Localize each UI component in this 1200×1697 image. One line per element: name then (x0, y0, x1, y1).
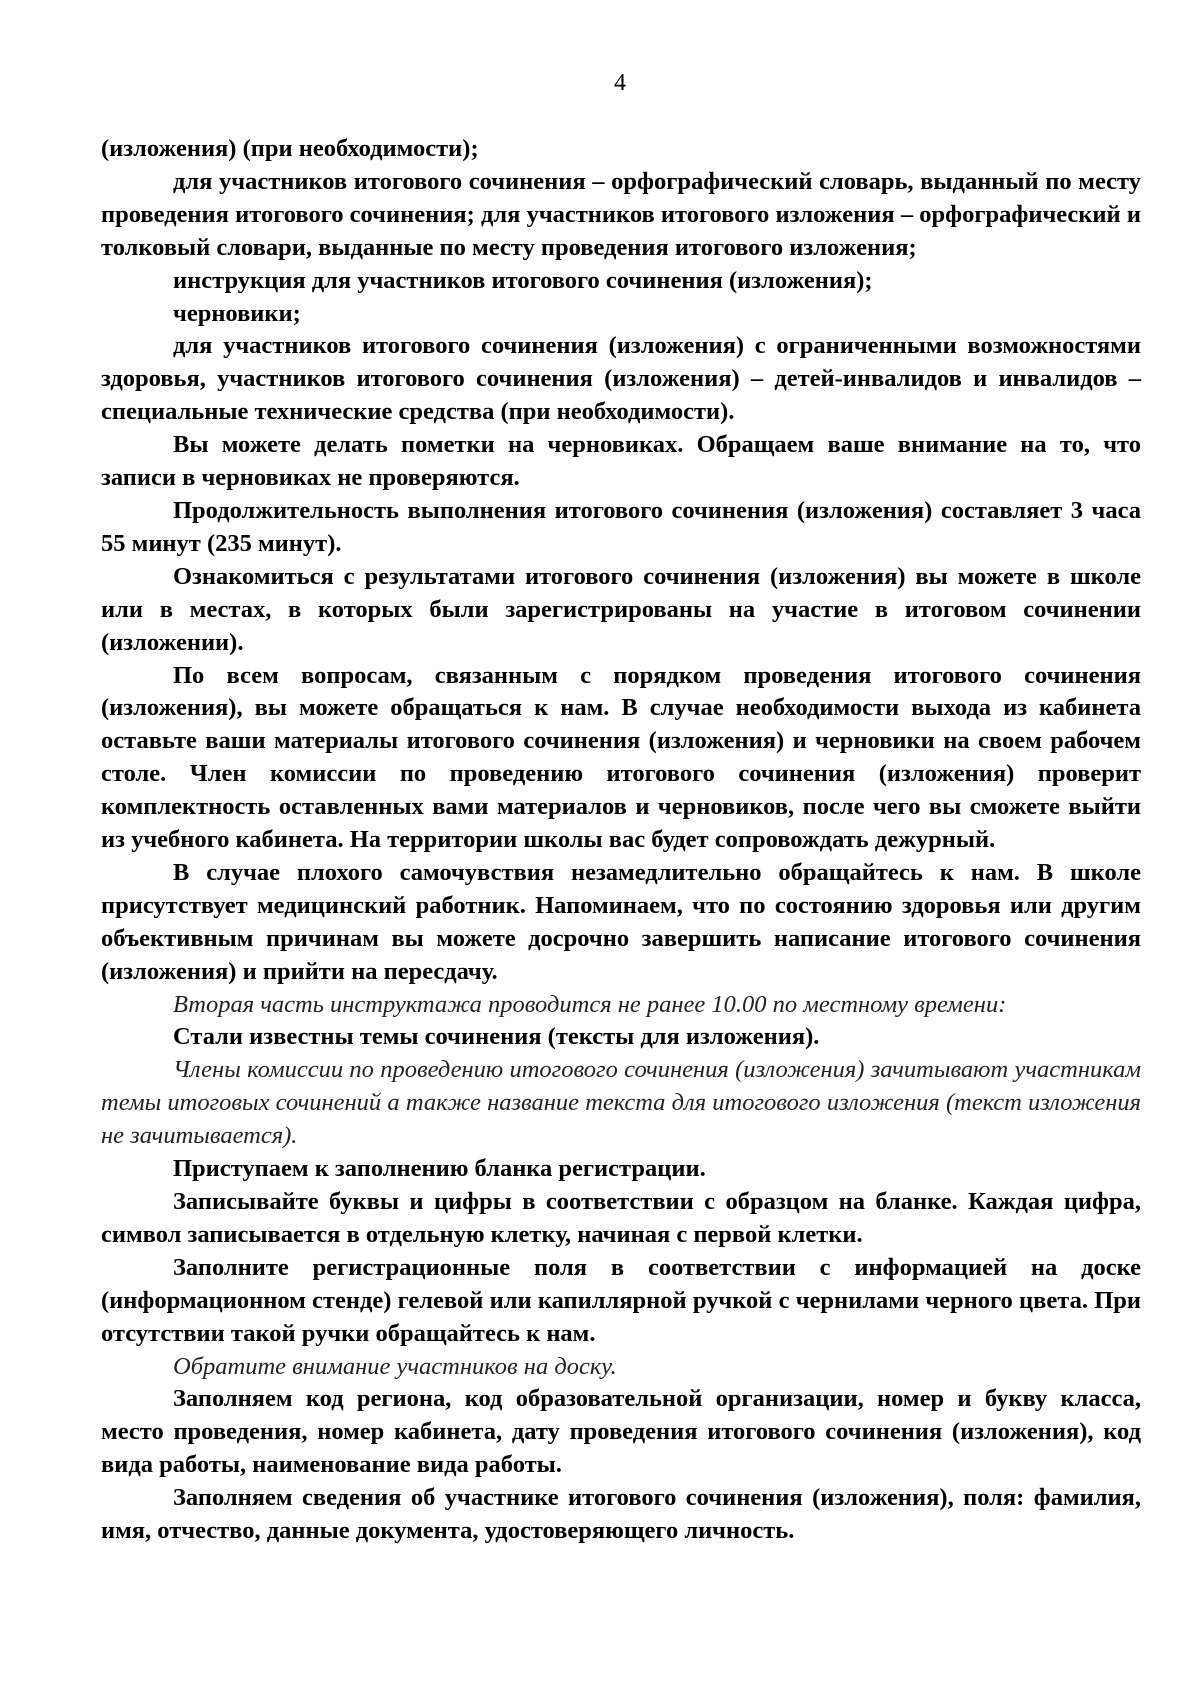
paragraph-questions: По всем вопросам, связанным с порядком проведения итогового сочинения (изложения), вы можете обращаться к нам. В случае необходимости выхода из кабинета оставьте ваши материалы итогового сочинения (изложения) и черновики на своем рабочем столе. Член комиссии по проведению итогового сочинения (изложения) проверит комплектность оставленных вами материалов и черновиков, после чего вы сможете выйти из учебного кабинета. На территории школы вас будет сопровождать дежурный. (101, 661, 1141, 854)
paragraph-drafts: черновики; (173, 299, 301, 327)
paragraph-participant-info: Заполняем сведения об участнике итогового сочинения (изложения), поля: фамилия, имя, отчество, данные документа, удостоверяющего личность. (101, 1484, 1141, 1545)
paragraph-region-code: Заполняем код региона, код образовательной организации, номер и букву класса, место проведения, номер кабинета, дату проведения итогового сочинения (изложения), код вида работы, наименование вида работы. (101, 1385, 1141, 1479)
paragraph-write-letters: Записывайте буквы и цифры в соответствии с образцом на бланке. Каждая цифра, символ записывается в отдельную клетку, начиная с первой клетки. (101, 1188, 1141, 1248)
paragraph-dictionaries: для участников итогового сочинения – орфографический словарь, выданный по месту проведения итогового сочинения; для участников итогового изложения – орфографический и толковый словари, выданные по месту проведения итогового изложения; (101, 167, 1141, 261)
paragraph-draft-notes: Вы можете делать пометки на черновиках. Обращаем ваше внимание на то, что записи в черновиках не проверяются. (101, 431, 1141, 492)
paragraph-special-means: для участников итогового сочинения (изложения) с ограниченными возможностями здоровья, участников итогового сочинения (изложения) – детей-инвалидов и инвалидов – специальные технические средства (при необходимости). (101, 332, 1141, 426)
paragraph-duration: Продолжительность выполнения итогового сочинения (изложения) составляет 3 часа 55 минут (235 минут). (101, 496, 1141, 557)
paragraph-results: Ознакомиться с результатами итогового сочинения (изложения) вы можете в школе или в местах, в которых были зарегистрированы на участие в итоговом сочинении (изложении). (101, 562, 1141, 656)
page-number: 4 (614, 70, 626, 96)
paragraph-second-part-note: Вторая часть инструктажа проводится не ранее 10.00 по местному времени: (173, 990, 1007, 1018)
paragraph-topics-known: Стали известны темы сочинения (тексты для изложения). (173, 1023, 820, 1051)
paragraph-continuation: (изложения) (при необходимости); (101, 135, 479, 162)
paragraph-instruction: инструкция для участников итогового сочинения (изложения); (173, 266, 873, 294)
paragraph-health: В случае плохого самочувствия незамедлительно обращайтесь к нам. В школе присутствует медицинский работник. Напоминаем, что по состоянию здоровья или другим объективным причинам вы можете досрочно завершить написание итогового сочинения (изложения) и прийти на пересдачу. (101, 858, 1141, 985)
paragraph-commission-note: Члены комиссии по проведению итогового сочинения (изложения) зачитывают участникам темы итоговых сочинений а также название текста для итогового изложения (текст изложения не зачитывается). (101, 1056, 1141, 1150)
document-body (101, 133, 1141, 1548)
paragraph-fill-fields: Заполните регистрационные поля в соответствии с информацией на доске (информационном стенде) гелевой или капиллярной ручкой с чернилами черного цвета. При отсутствии такой ручки обращайтесь к нам. (101, 1253, 1141, 1347)
paragraph-start-form: Приступаем к заполнению бланка регистрации. (173, 1155, 706, 1183)
paragraph-board-note: Обратите внимание участников на доску. (173, 1352, 617, 1380)
